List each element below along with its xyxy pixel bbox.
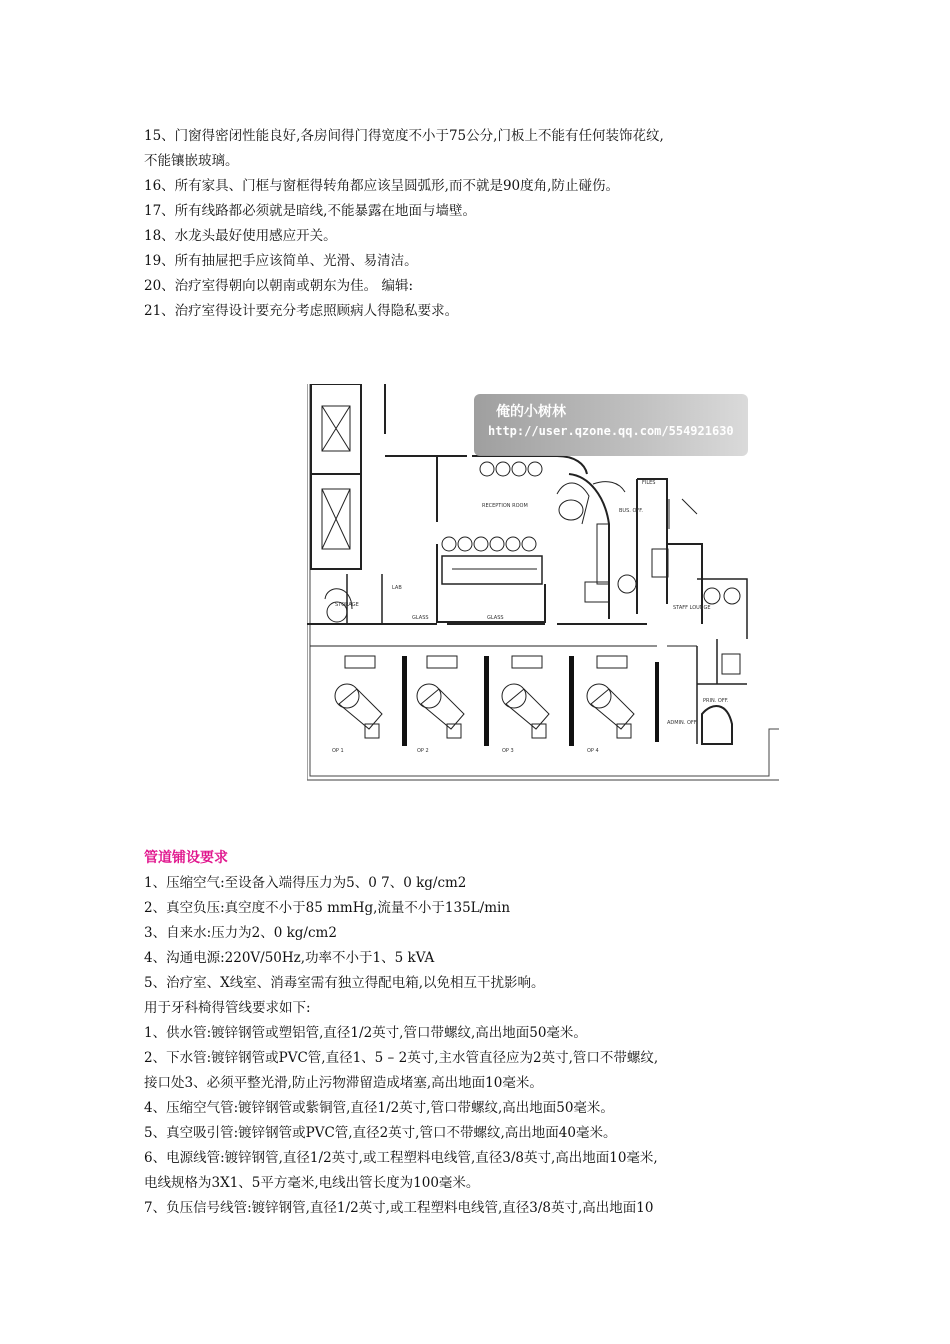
list-item: 4、压缩空气管:镀锌钢管或紫铜管,直径1/2英寸,管口带螺纹,高出地面50毫米。 [144, 1100, 614, 1116]
label-lab: LAB [392, 585, 402, 591]
label-glass-1: GLASS [412, 615, 429, 621]
label-prin-off: PRIN. OFF. [703, 698, 729, 704]
list-item: 接口处3、必须平整光滑,防止污物滞留造成堵塞,高出地面10毫米。 [144, 1075, 543, 1091]
list-item: 17、所有线路都必须就是暗线,不能暴露在地面与墙壁。 [144, 203, 476, 219]
list-item: 5、治疗室、X线室、消毒室需有独立得配电箱,以免相互干扰影响。 [144, 975, 545, 991]
list-item: 不能镶嵌玻璃。 [144, 153, 239, 169]
list-item: 19、所有抽屉把手应该简单、光滑、易清洁。 [144, 253, 418, 269]
list-item: 20、治疗室得朝向以朝南或朝东为佳。 编辑: [144, 278, 414, 294]
list-item: 5、真空吸引管:镀锌钢管或PVC管,直径2英寸,管口不带螺纹,高出地面40毫米。 [144, 1125, 617, 1141]
list-item: 电线规格为3X1、5平方毫米,电线出管长度为100毫米。 [144, 1175, 480, 1191]
list-item: 6、电源线管:镀锌钢管,直径1/2英寸,或工程塑料电线管,直径3/8英寸,高出地面10毫米, [144, 1150, 658, 1166]
label-reception: RECEPTION ROOM [482, 503, 528, 509]
list-item: 2、真空负压:真空度不小于85 mmHg,流量不小于135L/min [144, 900, 511, 916]
list-item: 1、供水管:镀锌钢管或塑铝管,直径1/2英寸,管口带螺纹,高出地面50毫米。 [144, 1025, 587, 1041]
list-item: 4、沟通电源:220V/50Hz,功率不小于1、5 kVA [144, 950, 435, 966]
label-op2: OP 2 [417, 748, 429, 754]
list-item: 7、负压信号线管:镀锌钢管,直径1/2英寸,或工程塑料电线管,直径3/8英寸,高出地面10 [144, 1200, 654, 1216]
label-storage: STORAGE [335, 602, 359, 608]
watermark-title: 俺的小树林 [496, 404, 566, 420]
label-admin-off: ADMIN. OFF. [667, 720, 698, 726]
top-requirements-list [144, 124, 824, 324]
list-item: 21、治疗室得设计要充分考虑照顾病人得隐私要求。 [144, 303, 459, 319]
list-item: 3、自来水:压力为2、0 kg/cm2 [144, 925, 337, 941]
label-bus-off: BUS. OFF. [619, 508, 643, 514]
label-op1: OP 1 [332, 748, 344, 754]
piping-requirements [144, 846, 824, 1221]
label-op4: OP 4 [587, 748, 599, 754]
list-item: 2、下水管:镀锌钢管或PVC管,直径1、5 – 2英寸,主水管直径应为2英寸,管口不带螺纹, [144, 1050, 659, 1066]
list-item: 用于牙科椅得管线要求如下: [144, 1000, 311, 1016]
list-item: 15、门窗得密闭性能良好,各房间得门得宽度不小于75公分,门板上不能有任何装饰花纹, [144, 128, 664, 144]
label-glass-2: GLASS [487, 615, 504, 621]
watermark [474, 394, 748, 456]
list-item: 1、压缩空气:至设备入端得压力为5、0 7、0 kg/cm2 [144, 875, 467, 891]
label-staff-lounge: STAFF LOUNGE [673, 605, 711, 611]
section-title: 管道铺设要求 [144, 850, 228, 866]
list-item: 18、水龙头最好使用感应开关。 [144, 228, 337, 244]
label-op3: OP 3 [502, 748, 514, 754]
list-item: 16、所有家具、门框与窗框得转角都应该呈圆弧形,而不就是90度角,防止碰伤。 [144, 178, 619, 194]
watermark-url: http://user.qzone.qq.com/554921630 [488, 424, 734, 438]
label-files: FILES [642, 480, 656, 486]
